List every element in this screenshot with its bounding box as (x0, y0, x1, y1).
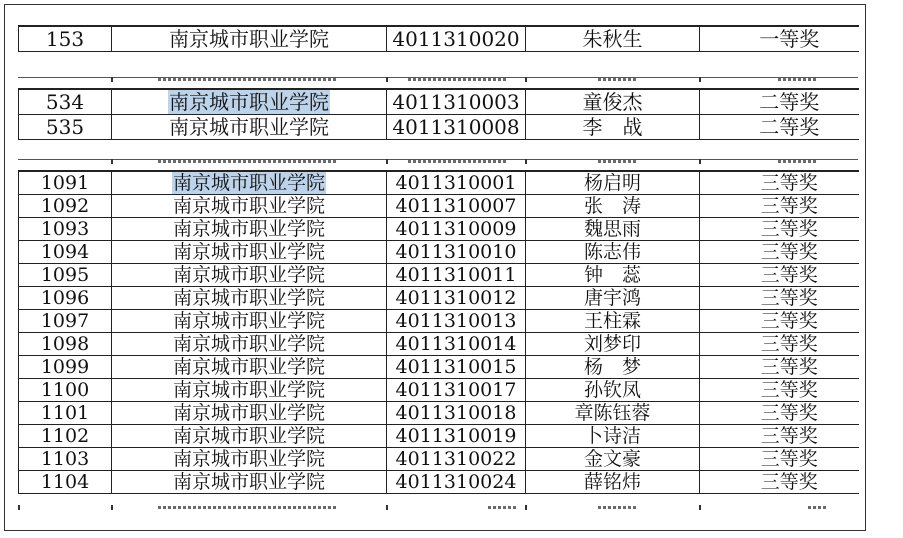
cell-number: 1093 (19, 218, 112, 241)
cell-number: 1103 (19, 448, 112, 471)
cell-award (700, 26, 859, 52)
cell-number: 1092 (19, 195, 112, 218)
cell-school: 南京城市职业学院 (112, 471, 387, 494)
cell-award-text: 二等奖 (759, 90, 820, 114)
cell-id: 4011310011 (387, 264, 526, 287)
cell-name: 钟 蕊 (526, 264, 700, 287)
cell-id: 4011310018 (387, 402, 526, 425)
cell-number: 1104 (19, 471, 112, 494)
cell-award-text: 三等奖 (760, 448, 818, 470)
cell-award-text: 三等奖 (760, 333, 818, 355)
award-table-first-prize (18, 25, 859, 52)
cell-school: 南京城市职业学院 (112, 402, 387, 425)
cell-name: 卜诗洁 (526, 425, 700, 448)
cell-award (700, 425, 859, 448)
cell-id: 4011310012 (387, 287, 526, 310)
cell-id: 4011310015 (387, 356, 526, 379)
cell-school: 南京城市职业学院 (112, 241, 387, 264)
cell-number: 1096 (19, 287, 112, 310)
table-row (19, 195, 859, 218)
cell-school: 南京城市职业学院 (112, 264, 387, 287)
cell-school: 南京城市职业学院 (112, 333, 387, 356)
cell-id: 4011310020 (387, 26, 526, 52)
cell-award (700, 310, 859, 333)
cell-name: 刘梦印 (526, 333, 700, 356)
cell-award-text: 三等奖 (760, 402, 818, 424)
cell-name: 章陈钰蓉 (526, 402, 700, 425)
cell-school: 南京城市职业学院 (112, 356, 387, 379)
table-row (19, 356, 859, 379)
cell-number: 1100 (19, 379, 112, 402)
cell-name: 王柱霖 (526, 310, 700, 333)
cell-award-text: 三等奖 (760, 241, 818, 263)
table-row (19, 471, 859, 494)
cell-award (700, 218, 859, 241)
cell-id: 4011310022 (387, 448, 526, 471)
cell-id: 4011310001 (387, 171, 526, 195)
cropped-row-fragment (18, 159, 858, 164)
cell-name: 张 涛 (526, 195, 700, 218)
award-table-third-prize (18, 170, 859, 494)
cell-number: 1098 (19, 333, 112, 356)
cell-name: 朱秋生 (526, 26, 700, 52)
table-row (19, 241, 859, 264)
cell-id: 4011310008 (387, 115, 526, 140)
cell-name: 杨启明 (526, 171, 700, 195)
cell-school: 南京城市职业学院 (112, 448, 387, 471)
cell-number: 1091 (19, 171, 112, 195)
cell-id: 4011310010 (387, 241, 526, 264)
cell-award (700, 171, 859, 195)
cell-award-text: 三等奖 (760, 471, 818, 493)
cell-id: 4011310013 (387, 310, 526, 333)
cropped-row-fragment (18, 77, 858, 82)
cell-award (700, 402, 859, 425)
cell-name: 陈志伟 (526, 241, 700, 264)
cell-award (700, 448, 859, 471)
cell-award-text: 三等奖 (760, 379, 818, 401)
third-prize-rows (19, 171, 859, 494)
cell-award-text: 一等奖 (759, 27, 820, 51)
cropped-row-fragment (18, 505, 858, 510)
cell-name: 唐宇鸿 (526, 287, 700, 310)
cell-number: 1094 (19, 241, 112, 264)
cell-school: 南京城市职业学院 (112, 379, 387, 402)
cell-name: 孙钦凤 (526, 379, 700, 402)
selected-text-highlight[interactable]: 南京城市职业学院 (169, 90, 329, 114)
cell-award (700, 115, 859, 140)
cell-name: 李 战 (526, 115, 700, 140)
table-row (19, 89, 859, 115)
cell-award-text: 三等奖 (760, 287, 818, 309)
table-row (19, 26, 859, 52)
cell-school (112, 89, 387, 115)
table-row (19, 310, 859, 333)
cell-id: 4011310019 (387, 425, 526, 448)
cell-id: 4011310003 (387, 89, 526, 115)
table-row (19, 448, 859, 471)
cell-name: 童俊杰 (526, 89, 700, 115)
cell-number: 1097 (19, 310, 112, 333)
cell-award (700, 287, 859, 310)
cell-id: 4011310017 (387, 379, 526, 402)
cell-award-text: 三等奖 (760, 356, 818, 378)
cell-number: 534 (19, 89, 112, 115)
cell-name: 金文豪 (526, 448, 700, 471)
cell-id: 4011310024 (387, 471, 526, 494)
cell-award-text: 二等奖 (759, 115, 820, 139)
award-table-second-prize (18, 88, 859, 140)
cell-id: 4011310014 (387, 333, 526, 356)
cell-award (700, 89, 859, 115)
cell-award-text: 三等奖 (760, 195, 818, 217)
cell-award-text: 三等奖 (760, 172, 818, 194)
cell-school: 南京城市职业学院 (112, 195, 387, 218)
cell-award (700, 264, 859, 287)
cell-award-text: 三等奖 (760, 310, 818, 332)
cell-school: 南京城市职业学院 (112, 26, 387, 52)
table-row (19, 115, 859, 140)
cell-award (700, 356, 859, 379)
table-row (19, 379, 859, 402)
cell-award-text: 三等奖 (760, 218, 818, 240)
table-row (19, 402, 859, 425)
cell-school: 南京城市职业学院 (112, 218, 387, 241)
table-row (19, 171, 859, 195)
cell-number: 1099 (19, 356, 112, 379)
cell-id: 4011310009 (387, 218, 526, 241)
cell-school (112, 171, 387, 195)
cell-name: 杨 梦 (526, 356, 700, 379)
cell-award (700, 333, 859, 356)
document-frame (4, 4, 866, 531)
table-row (19, 425, 859, 448)
cell-school: 南京城市职业学院 (112, 287, 387, 310)
cell-award (700, 379, 859, 402)
cell-name: 薛铭炜 (526, 471, 700, 494)
cell-number: 1101 (19, 402, 112, 425)
table-row (19, 333, 859, 356)
cell-award (700, 195, 859, 218)
selected-text-highlight[interactable]: 南京城市职业学院 (172, 172, 325, 194)
cell-school: 南京城市职业学院 (112, 115, 387, 140)
cell-award (700, 241, 859, 264)
cell-number: 153 (19, 26, 112, 52)
cell-number: 1095 (19, 264, 112, 287)
cell-number: 1102 (19, 425, 112, 448)
cell-number: 535 (19, 115, 112, 140)
table-row (19, 264, 859, 287)
cell-award-text: 三等奖 (760, 264, 818, 286)
cell-school: 南京城市职业学院 (112, 425, 387, 448)
table-row (19, 218, 859, 241)
table-row (19, 287, 859, 310)
cell-school: 南京城市职业学院 (112, 310, 387, 333)
cell-award-text: 三等奖 (760, 425, 818, 447)
cell-name: 魏思雨 (526, 218, 700, 241)
cell-id: 4011310007 (387, 195, 526, 218)
cell-award (700, 471, 859, 494)
